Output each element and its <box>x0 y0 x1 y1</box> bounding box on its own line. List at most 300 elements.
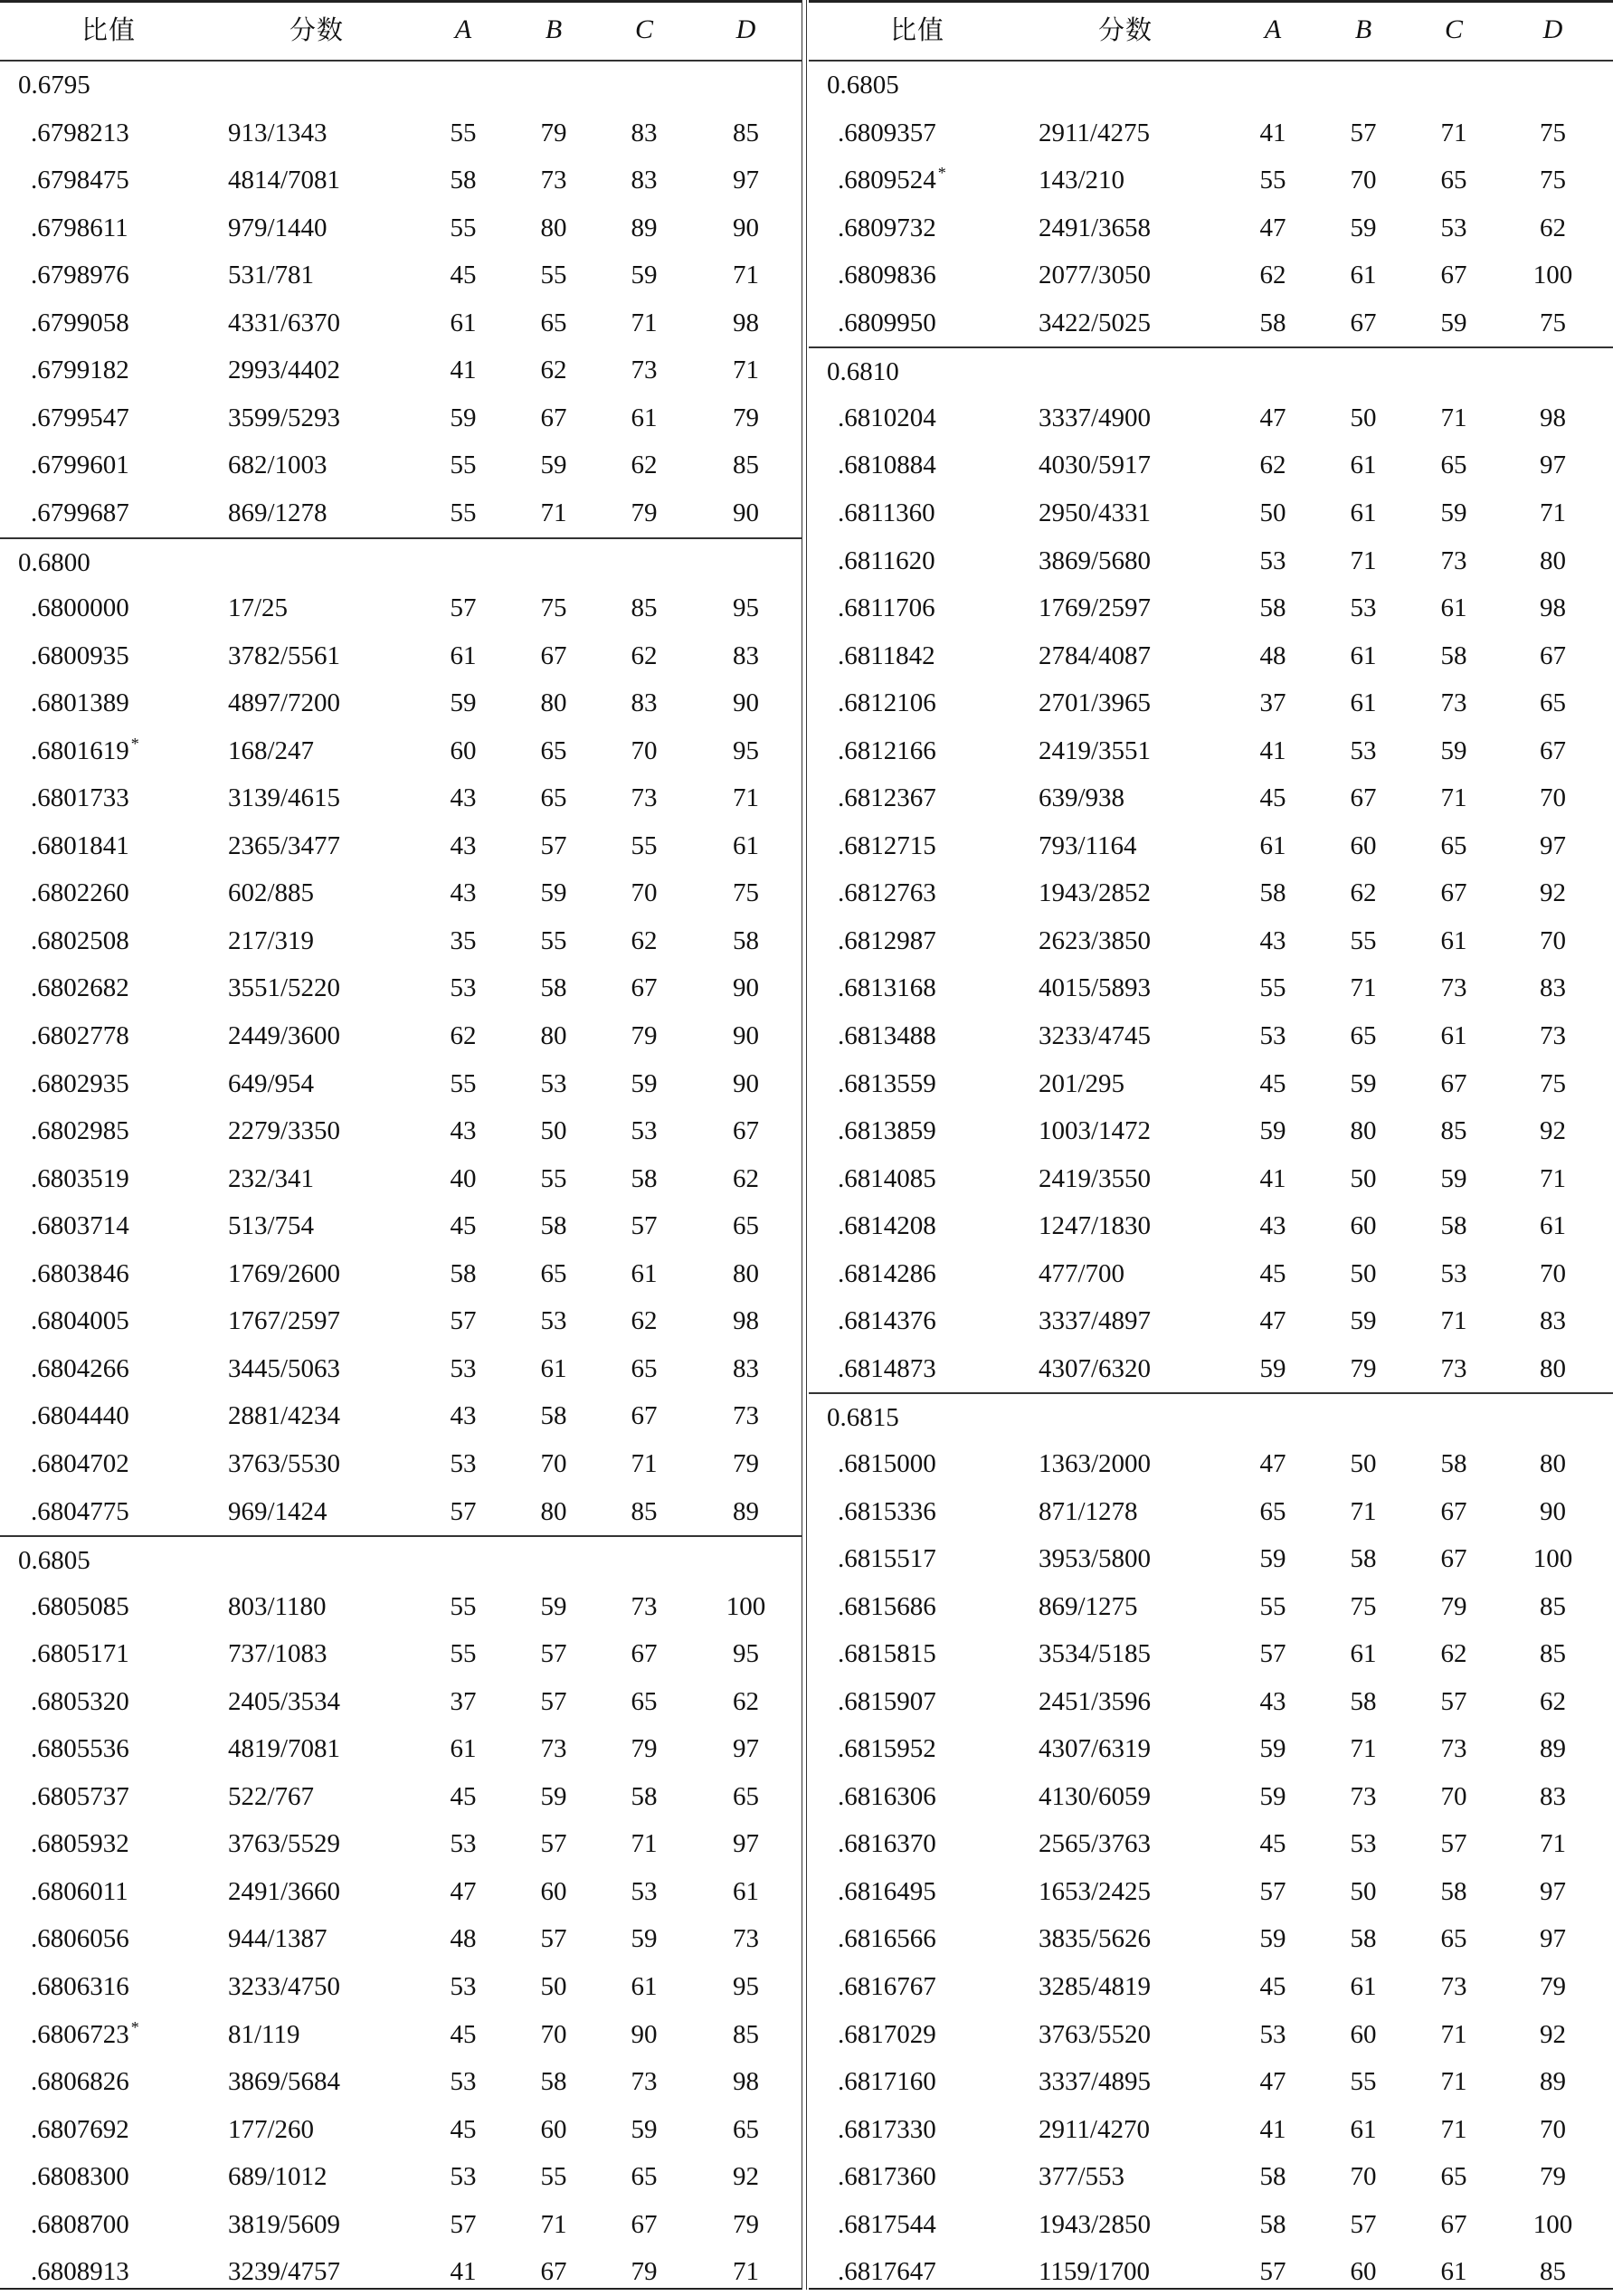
a-cell: 57 <box>450 2209 477 2239</box>
c-cell: 59 <box>631 1068 658 1098</box>
b-cell: 67 <box>540 2257 567 2287</box>
d-cell: 79 <box>733 2209 759 2239</box>
a-cell: 43 <box>1259 1686 1286 1716</box>
ratio-cell <box>31 441 129 489</box>
ratio-cell <box>838 299 936 347</box>
ratio-cell <box>31 2011 139 2059</box>
fraction-cell: 979/1440 <box>228 213 327 242</box>
a-cell: 53 <box>450 1829 477 1859</box>
d-cell: 71 <box>733 2257 759 2287</box>
fraction-cell: 168/247 <box>228 735 315 765</box>
ratio-value: .6809357 <box>838 118 936 147</box>
fraction-cell: 143/210 <box>1039 166 1125 195</box>
fraction-cell: 513/754 <box>228 1211 315 1241</box>
d-cell: 95 <box>733 593 759 623</box>
a-cell: 57 <box>1259 2257 1286 2287</box>
a-cell: 53 <box>450 1353 477 1383</box>
a-cell: 58 <box>1259 593 1286 623</box>
header-b: B <box>545 14 563 44</box>
b-cell: 71 <box>540 2209 567 2239</box>
fraction-cell: 3599/5293 <box>228 403 341 432</box>
a-cell: 59 <box>450 688 477 718</box>
ratio-cell <box>838 109 936 157</box>
ratio-cell <box>838 2153 936 2201</box>
c-cell: 67 <box>1440 2209 1467 2239</box>
b-cell: 58 <box>1350 1686 1377 1716</box>
header-fraction: 分数 <box>1097 14 1153 45</box>
ratio-cell <box>838 1345 936 1393</box>
c-cell: 67 <box>631 2209 658 2239</box>
a-cell: 45 <box>450 2019 477 2049</box>
ratio-cell <box>31 727 139 775</box>
b-cell: 60 <box>540 1876 567 1906</box>
b-cell: 71 <box>1350 546 1377 575</box>
header-row <box>809 0 1613 60</box>
ratio-cell <box>31 346 129 394</box>
a-cell: 61 <box>450 308 477 337</box>
ratio-cell <box>31 1820 129 1868</box>
a-cell: 53 <box>450 973 477 1003</box>
a-cell: 58 <box>1259 2209 1286 2239</box>
fraction-cell: 3422/5025 <box>1039 308 1152 337</box>
fraction-cell: 2911/4275 <box>1039 118 1150 147</box>
b-cell: 61 <box>1350 640 1377 670</box>
a-cell: 59 <box>1259 1924 1286 1954</box>
ratio-value: .6799182 <box>31 356 129 385</box>
table-row <box>0 1773 802 1821</box>
d-cell: 89 <box>1540 1734 1566 1764</box>
b-cell: 50 <box>1350 1258 1377 1288</box>
ratio-value: .6801389 <box>31 688 129 718</box>
b-cell: 61 <box>1350 1972 1377 2001</box>
a-cell: 43 <box>450 830 477 860</box>
table-row <box>809 1773 1613 1821</box>
fraction-cell: 3869/5680 <box>1039 546 1152 575</box>
a-cell: 55 <box>450 1068 477 1098</box>
ratio-value: .6817330 <box>838 2114 936 2144</box>
fraction-cell: 2993/4402 <box>228 356 341 385</box>
ratio-value: .6803714 <box>31 1211 129 1241</box>
b-cell: 59 <box>540 878 567 908</box>
ratio-value: .6814085 <box>838 1163 936 1193</box>
ratio-value: .6812166 <box>838 735 936 765</box>
table-row <box>809 1345 1613 1393</box>
fraction-cell: 2279/3350 <box>228 1116 341 1146</box>
fraction-cell: 2623/3850 <box>1039 925 1152 955</box>
fraction-cell: 4130/6059 <box>1039 1781 1152 1811</box>
group-header-row <box>809 62 1613 109</box>
fraction-cell: 602/885 <box>228 878 315 908</box>
a-cell: 55 <box>1259 973 1286 1003</box>
d-cell: 75 <box>733 878 759 908</box>
c-cell: 73 <box>631 356 658 385</box>
asterisk-mark: * <box>130 734 139 753</box>
ratio-cell <box>838 1012 936 1060</box>
ratio-value: .6811360 <box>838 498 935 527</box>
b-cell: 57 <box>540 1829 567 1859</box>
c-cell: 59 <box>1440 735 1467 765</box>
c-cell: 83 <box>631 166 658 195</box>
ratio-value: .6806826 <box>31 2067 129 2097</box>
d-cell: 98 <box>1540 403 1566 432</box>
ratio-cell <box>31 2153 129 2201</box>
ratio-cell <box>838 1060 936 1108</box>
c-cell: 73 <box>1440 1734 1467 1764</box>
fraction-cell: 3445/5063 <box>228 1353 341 1383</box>
a-cell: 65 <box>1259 1496 1286 1526</box>
d-cell: 58 <box>733 925 759 955</box>
fraction-cell: 477/700 <box>1039 1258 1125 1288</box>
c-cell: 53 <box>631 1876 658 1906</box>
c-cell: 65 <box>1440 2162 1467 2192</box>
b-cell: 59 <box>540 1591 567 1621</box>
table-row <box>809 1915 1613 1963</box>
fraction-cell: 3233/4750 <box>228 1972 341 2001</box>
b-cell: 70 <box>1350 2162 1377 2192</box>
table-row <box>0 1297 802 1345</box>
c-cell: 90 <box>631 2019 658 2049</box>
c-cell: 73 <box>631 1591 658 1621</box>
b-cell: 71 <box>1350 1734 1377 1764</box>
d-cell: 79 <box>1540 2162 1566 2192</box>
table-row <box>809 1012 1613 1060</box>
ratio-cell <box>31 1868 128 1916</box>
fraction-cell: 3835/5626 <box>1039 1924 1152 1954</box>
d-cell: 67 <box>1540 735 1566 765</box>
table-row <box>809 489 1613 537</box>
c-cell: 71 <box>1440 403 1467 432</box>
d-cell: 61 <box>733 830 759 860</box>
ratio-value: .6805171 <box>31 1639 129 1669</box>
d-cell: 79 <box>733 1448 759 1478</box>
fraction-cell: 2419/3550 <box>1039 1163 1152 1193</box>
group-header-row <box>809 346 1613 396</box>
table-row <box>809 394 1613 442</box>
a-cell: 45 <box>1259 1829 1286 1859</box>
b-cell: 61 <box>1350 498 1377 527</box>
fraction-cell: 1653/2425 <box>1039 1876 1152 1906</box>
b-cell: 61 <box>1350 2114 1377 2144</box>
table-row <box>0 1250 802 1298</box>
a-cell: 41 <box>1259 735 1286 765</box>
d-cell: 62 <box>1540 1686 1566 1716</box>
table-row <box>0 632 802 680</box>
d-cell: 98 <box>733 1306 759 1336</box>
table-row <box>809 1250 1613 1298</box>
ratio-cell <box>31 489 129 537</box>
d-cell: 89 <box>1540 2067 1566 2097</box>
a-cell: 41 <box>450 2257 477 2287</box>
ratio-value: .6807692 <box>31 2114 129 2144</box>
group-header-row <box>0 1535 802 1585</box>
d-cell: 73 <box>1540 1021 1566 1050</box>
fraction-cell: 3285/4819 <box>1039 1972 1152 2001</box>
ratio-value: .6814208 <box>838 1211 936 1241</box>
c-cell: 61 <box>1440 1021 1467 1050</box>
ratio-cell <box>838 1773 936 1821</box>
b-cell: 53 <box>1350 1829 1377 1859</box>
a-cell: 53 <box>1259 2019 1286 2049</box>
a-cell: 43 <box>450 878 477 908</box>
d-cell: 95 <box>733 1972 759 2001</box>
ratio-value: .6798976 <box>31 261 129 290</box>
c-cell: 73 <box>1440 1972 1467 2001</box>
d-cell: 65 <box>733 1781 759 1811</box>
ratio-cell <box>838 2058 936 2106</box>
c-cell: 79 <box>631 2257 658 2287</box>
ratio-value: .6817544 <box>838 2209 936 2239</box>
d-cell: 62 <box>1540 213 1566 242</box>
a-cell: 57 <box>450 1306 477 1336</box>
d-cell: 70 <box>1540 925 1566 955</box>
ratio-cell <box>31 1297 129 1345</box>
ratio-cell <box>31 1345 129 1393</box>
a-cell: 47 <box>1259 2067 1286 2097</box>
c-cell: 67 <box>631 1401 658 1431</box>
a-cell: 43 <box>450 1116 477 1146</box>
fraction-cell: 803/1180 <box>228 1591 327 1621</box>
table-row <box>809 679 1613 727</box>
c-cell: 70 <box>631 878 658 908</box>
c-cell: 85 <box>631 1496 658 1526</box>
table-row <box>0 1060 802 1108</box>
ratio-value: .6798213 <box>31 118 129 147</box>
table-row <box>0 2058 802 2106</box>
ratio-cell <box>838 441 936 489</box>
ratio-cell <box>838 2201 936 2249</box>
a-cell: 57 <box>450 593 477 623</box>
b-cell: 80 <box>540 213 567 242</box>
b-cell: 50 <box>1350 1876 1377 1906</box>
d-cell: 85 <box>1540 1591 1566 1621</box>
ratio-value: .6809732 <box>838 213 936 242</box>
a-cell: 61 <box>450 640 477 670</box>
group-label: 0.6795 <box>18 71 90 100</box>
c-cell: 73 <box>631 2067 658 2097</box>
ratio-cell <box>31 774 129 822</box>
c-cell: 70 <box>1440 1781 1467 1811</box>
ratio-cell <box>838 1155 936 1203</box>
b-cell: 57 <box>540 830 567 860</box>
a-cell: 41 <box>1259 2114 1286 2144</box>
b-cell: 57 <box>1350 2209 1377 2239</box>
b-cell: 75 <box>540 593 567 623</box>
a-cell: 59 <box>1259 1116 1286 1146</box>
d-cell: 75 <box>1540 308 1566 337</box>
table-row <box>0 1915 802 1963</box>
ratio-cell <box>838 774 936 822</box>
b-cell: 80 <box>540 1496 567 1526</box>
d-cell: 71 <box>1540 1829 1566 1859</box>
center-double-divider <box>802 0 807 2290</box>
ratio-cell <box>31 632 129 680</box>
ratio-value: .6814376 <box>838 1306 936 1336</box>
c-cell: 73 <box>1440 973 1467 1003</box>
a-cell: 41 <box>1259 118 1286 147</box>
a-cell: 59 <box>1259 1734 1286 1764</box>
a-cell: 57 <box>1259 1876 1286 1906</box>
a-cell: 43 <box>1259 925 1286 955</box>
table-row <box>0 346 802 394</box>
fraction-cell: 2911/4270 <box>1039 2114 1150 2144</box>
header-fraction: 分数 <box>289 14 344 45</box>
b-cell: 62 <box>1350 878 1377 908</box>
table-row <box>0 251 802 299</box>
ratio-value: .6808700 <box>31 2209 129 2239</box>
fraction-cell: 3763/5520 <box>1039 2019 1152 2049</box>
c-cell: 53 <box>1440 213 1467 242</box>
d-cell: 67 <box>733 1116 759 1146</box>
b-cell: 61 <box>540 1353 567 1383</box>
b-cell: 67 <box>1350 308 1377 337</box>
b-cell: 55 <box>540 261 567 290</box>
b-cell: 55 <box>540 925 567 955</box>
ratio-value: .6802935 <box>31 1068 129 1098</box>
a-cell: 40 <box>450 1163 477 1193</box>
ratio-cell <box>838 679 936 727</box>
c-cell: 71 <box>1440 783 1467 813</box>
fraction-cell: 4897/7200 <box>228 688 341 718</box>
c-cell: 73 <box>1440 688 1467 718</box>
table-row <box>0 917 802 965</box>
b-cell: 59 <box>540 451 567 480</box>
ratio-value: .6809524 <box>838 166 936 195</box>
header-c: C <box>634 14 653 44</box>
c-cell: 62 <box>631 451 658 480</box>
d-cell: 71 <box>733 356 759 385</box>
ratio-value: .6802508 <box>31 925 129 955</box>
d-cell: 79 <box>1540 1972 1566 2001</box>
fraction-cell: 377/553 <box>1039 2162 1125 2192</box>
d-cell: 90 <box>1540 1496 1566 1526</box>
c-cell: 61 <box>1440 925 1467 955</box>
d-cell: 80 <box>733 1258 759 1288</box>
fraction-cell: 2701/3965 <box>1039 688 1152 718</box>
d-cell: 98 <box>1540 593 1566 623</box>
table-row <box>0 1202 802 1250</box>
fraction-cell: 4331/6370 <box>228 308 341 337</box>
ratio-value: .6801733 <box>31 783 129 813</box>
c-cell: 79 <box>631 498 658 527</box>
ratio-value: .6805320 <box>31 1686 129 1716</box>
table-row <box>0 109 802 157</box>
table-row <box>809 1060 1613 1108</box>
fraction-cell: 1363/2000 <box>1039 1448 1152 1478</box>
ratio-cell <box>31 1440 129 1488</box>
ratio-value: .6804702 <box>31 1448 129 1478</box>
a-cell: 53 <box>1259 1021 1286 1050</box>
c-cell: 70 <box>631 735 658 765</box>
ratio-value: .6813488 <box>838 1021 936 1050</box>
table-row <box>809 1963 1613 2011</box>
c-cell: 65 <box>1440 1924 1467 1954</box>
a-cell: 53 <box>450 1448 477 1478</box>
b-cell: 55 <box>1350 925 1377 955</box>
b-cell: 55 <box>1350 2067 1377 2097</box>
d-cell: 98 <box>733 308 759 337</box>
table-row <box>0 1155 802 1203</box>
table-row <box>809 1535 1613 1583</box>
a-cell: 45 <box>1259 1972 1286 2001</box>
ratio-cell <box>838 1820 936 1868</box>
table-row <box>809 727 1613 775</box>
c-cell: 61 <box>631 403 658 432</box>
table-row <box>0 1440 802 1488</box>
ratio-value: .6816767 <box>838 1972 936 2001</box>
table-row <box>809 2106 1613 2154</box>
d-cell: 97 <box>733 1734 759 1764</box>
d-cell: 70 <box>1540 783 1566 813</box>
ratio-cell <box>31 2201 129 2249</box>
b-cell: 65 <box>540 308 567 337</box>
fraction-cell: 2365/3477 <box>228 830 341 860</box>
d-cell: 71 <box>733 783 759 813</box>
c-cell: 62 <box>631 1306 658 1336</box>
fraction-cell: 1769/2600 <box>228 1258 341 1288</box>
c-cell: 67 <box>631 1639 658 1669</box>
d-cell: 62 <box>733 1686 759 1716</box>
fraction-cell: 3337/4900 <box>1039 403 1152 432</box>
fraction-cell: 869/1275 <box>1039 1591 1138 1621</box>
fraction-cell: 201/295 <box>1039 1068 1125 1098</box>
b-cell: 53 <box>540 1068 567 1098</box>
ratio-value: .6806316 <box>31 1972 129 2001</box>
table-row <box>809 2153 1613 2201</box>
c-cell: 71 <box>1440 2067 1467 2097</box>
a-cell: 60 <box>450 735 477 765</box>
d-cell: 85 <box>1540 1639 1566 1669</box>
fraction-cell: 1943/2852 <box>1039 878 1152 908</box>
d-cell: 65 <box>733 1211 759 1241</box>
ratio-cell <box>31 1250 129 1298</box>
ratio-cell <box>31 1915 129 1963</box>
a-cell: 57 <box>450 1496 477 1526</box>
ratio-value: .6816495 <box>838 1876 936 1906</box>
c-cell: 65 <box>631 2162 658 2192</box>
ratio-cell <box>31 964 129 1012</box>
asterisk-mark: * <box>130 2017 139 2036</box>
table-row <box>0 964 802 1012</box>
fraction-cell: 969/1424 <box>228 1496 327 1526</box>
b-cell: 61 <box>1350 261 1377 290</box>
d-cell: 90 <box>733 688 759 718</box>
group-header-row <box>809 1392 1613 1442</box>
d-cell: 98 <box>733 2067 759 2097</box>
ratio-cell <box>838 869 936 917</box>
fraction-cell: 3869/5684 <box>228 2067 341 2097</box>
ratio-cell <box>838 727 936 775</box>
d-cell: 73 <box>733 1401 759 1431</box>
d-cell: 92 <box>1540 878 1566 908</box>
ratio-cell <box>31 204 128 252</box>
a-cell: 55 <box>1259 166 1286 195</box>
b-cell: 60 <box>540 2114 567 2144</box>
fraction-cell: 2451/3596 <box>1039 1686 1152 1716</box>
ratio-cell <box>31 1773 129 1821</box>
c-cell: 53 <box>1440 1258 1467 1288</box>
b-cell: 58 <box>540 1401 567 1431</box>
table-row <box>809 1155 1613 1203</box>
fraction-cell: 2405/3534 <box>228 1686 341 1716</box>
table-row <box>0 1488 802 1536</box>
a-cell: 48 <box>1259 640 1286 670</box>
a-cell: 62 <box>450 1021 477 1050</box>
fraction-cell: 4030/5917 <box>1039 451 1152 480</box>
group-label: 0.6810 <box>827 357 899 387</box>
ratio-cell <box>838 394 936 442</box>
c-cell: 67 <box>1440 1496 1467 1526</box>
c-cell: 59 <box>1440 498 1467 527</box>
